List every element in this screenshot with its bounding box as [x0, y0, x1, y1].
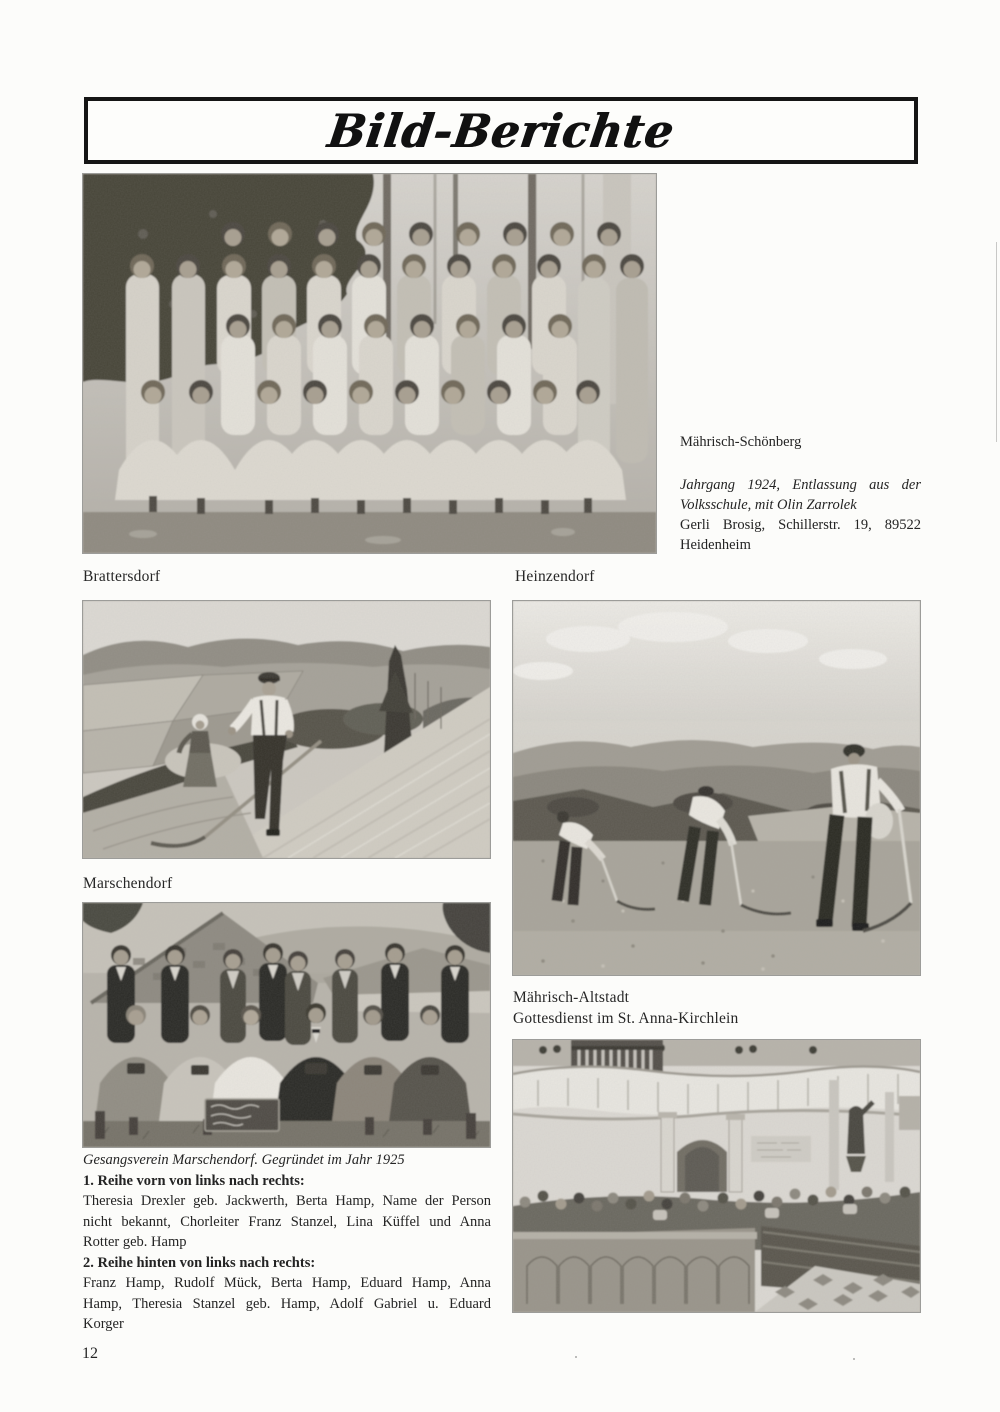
photo-label-heinzendorf: Heinzendorf [515, 568, 595, 585]
photo-label-altstadt-line2: Gottesdienst im St. Anna-Kirchlein [513, 1010, 739, 1027]
title-banner [84, 97, 918, 164]
photo-choir-group [83, 903, 490, 1147]
note-line: Jahrgang 1924, Entlassung aus der [680, 477, 921, 493]
caption-line: nicht bekannt, Chorleiter Franz Stanzel, Lina Küffel und Anna [83, 1213, 491, 1230]
photo-scythe-mower [83, 601, 490, 858]
caption-line: Rotter geb. Hamp [83, 1234, 187, 1250]
caption-row2-heading: 2. Reihe hinten von links nach rechts: [83, 1254, 316, 1271]
caption-line: Korger [83, 1316, 124, 1332]
photo-schoolgirls-group [83, 174, 656, 553]
photo-hillside-mowers [513, 601, 920, 975]
caption-line: Theresia Drexler geb. Jackwerth, Berta Hamp, Name der Person [83, 1193, 491, 1209]
scan-speck [575, 1356, 577, 1358]
page-title: Bild-Berichte [324, 103, 678, 158]
scan-speck [853, 1358, 855, 1360]
page-number: 12 [82, 1345, 98, 1362]
note-line: Gerli Brosig, Schillerstr. 19, 89522 [680, 517, 921, 533]
photo-label-marschendorf: Marschendorf [83, 875, 173, 892]
caption-row1-heading: 1. Reihe vorn von links nach rechts: [83, 1172, 305, 1189]
note-line: Heidenheim [680, 537, 751, 553]
photo-church-interior [513, 1040, 920, 1312]
schoenberg-note [680, 432, 921, 555]
caption-line: Hamp, Theresia Stanzel geb. Hamp, Adolf Gabriel u. Eduard [83, 1295, 491, 1312]
scan-artifact-line [996, 242, 997, 442]
photo-label-altstadt-line1: Mährisch-Altstadt [513, 989, 630, 1006]
caption-title: Gesangsverein Marschendorf. Gegründet im Jahr 1925 [83, 1152, 405, 1168]
note-heading: Mährisch-Schönberg [680, 434, 802, 450]
photo-label-altstadt [513, 987, 843, 1029]
note-line: Volksschule, mit Olin Zarrolek [680, 497, 857, 513]
choir-caption-block [83, 1150, 491, 1335]
photo-label-brattersdorf: Brattersdorf [83, 568, 161, 585]
caption-line: Franz Hamp, Rudolf Mück, Berta Hamp, Eduard Hamp, Anna [83, 1275, 491, 1291]
